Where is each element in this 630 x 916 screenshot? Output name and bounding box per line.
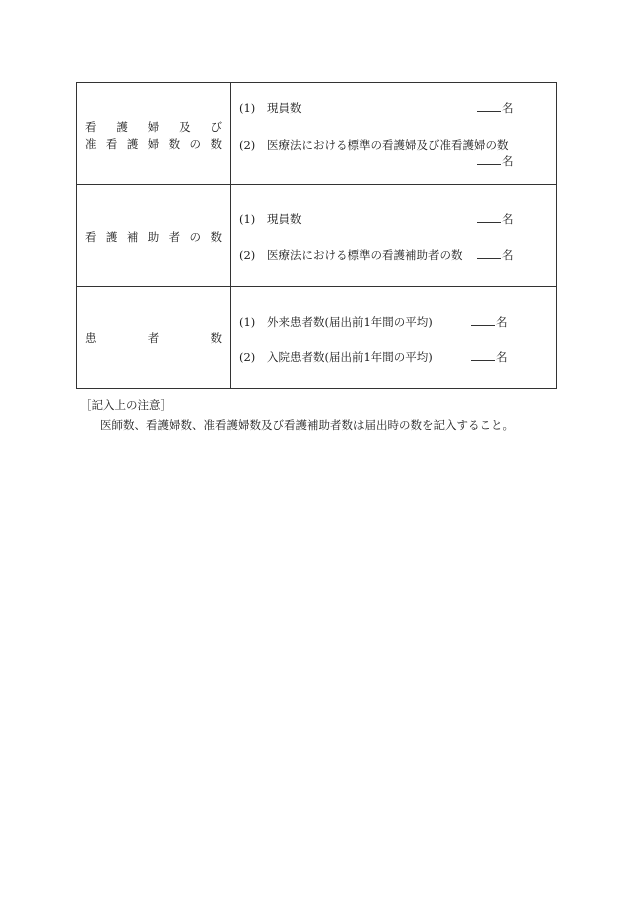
count-blank-field[interactable]: 名 xyxy=(471,314,508,330)
count-blank-field[interactable]: 名 xyxy=(477,211,514,227)
blank-line[interactable] xyxy=(477,154,501,165)
count-blank-field[interactable]: 名 xyxy=(477,100,514,116)
item-current-count: (1) 現員数 xyxy=(239,212,302,226)
row-label-patients xyxy=(77,287,231,389)
item-inpatient-count: (2) 入院患者数(届出前1年間の平均) xyxy=(239,350,433,364)
item-standard-count: (2) 医療法における標準の看護婦及び准看護婦の数 xyxy=(239,138,509,152)
row-content-assistants xyxy=(231,185,557,287)
blank-line[interactable] xyxy=(477,248,501,259)
count-blank-field[interactable]: 名 xyxy=(477,247,514,263)
count-blank-field[interactable]: 名 xyxy=(471,349,508,365)
count-blank-field[interactable]: 名 xyxy=(477,153,514,169)
blank-line[interactable] xyxy=(471,315,495,326)
notes-body: 医師数、看護婦数、准看護婦数及び看護補助者数は届出時の数を記入すること。 xyxy=(100,418,514,432)
label-line: 看 護 婦 及 び xyxy=(85,120,222,134)
row-label-assistants xyxy=(77,185,231,287)
blank-line[interactable] xyxy=(477,212,501,223)
row-content-patients xyxy=(231,287,557,389)
table-row xyxy=(77,287,557,389)
table-row xyxy=(77,185,557,287)
blank-line[interactable] xyxy=(477,101,501,112)
label-line: 患 者 数 xyxy=(85,331,222,345)
item-current-count: (1) 現員数 xyxy=(239,101,302,115)
notes-title: ［記入上の注意］ xyxy=(80,398,172,412)
item-standard-count: (2) 医療法における標準の看護補助者の数 xyxy=(239,248,463,262)
row-label-nurses xyxy=(77,83,231,185)
label-line: 准 看 護 婦 数 の 数 xyxy=(85,137,222,151)
staff-count-table xyxy=(76,82,557,389)
item-outpatient-count: (1) 外来患者数(届出前1年間の平均) xyxy=(239,315,433,329)
table-row xyxy=(77,83,557,185)
label-line: 看 護 補 助 者 の 数 xyxy=(85,230,222,244)
blank-line[interactable] xyxy=(471,350,495,361)
row-content-nurses xyxy=(231,83,557,185)
